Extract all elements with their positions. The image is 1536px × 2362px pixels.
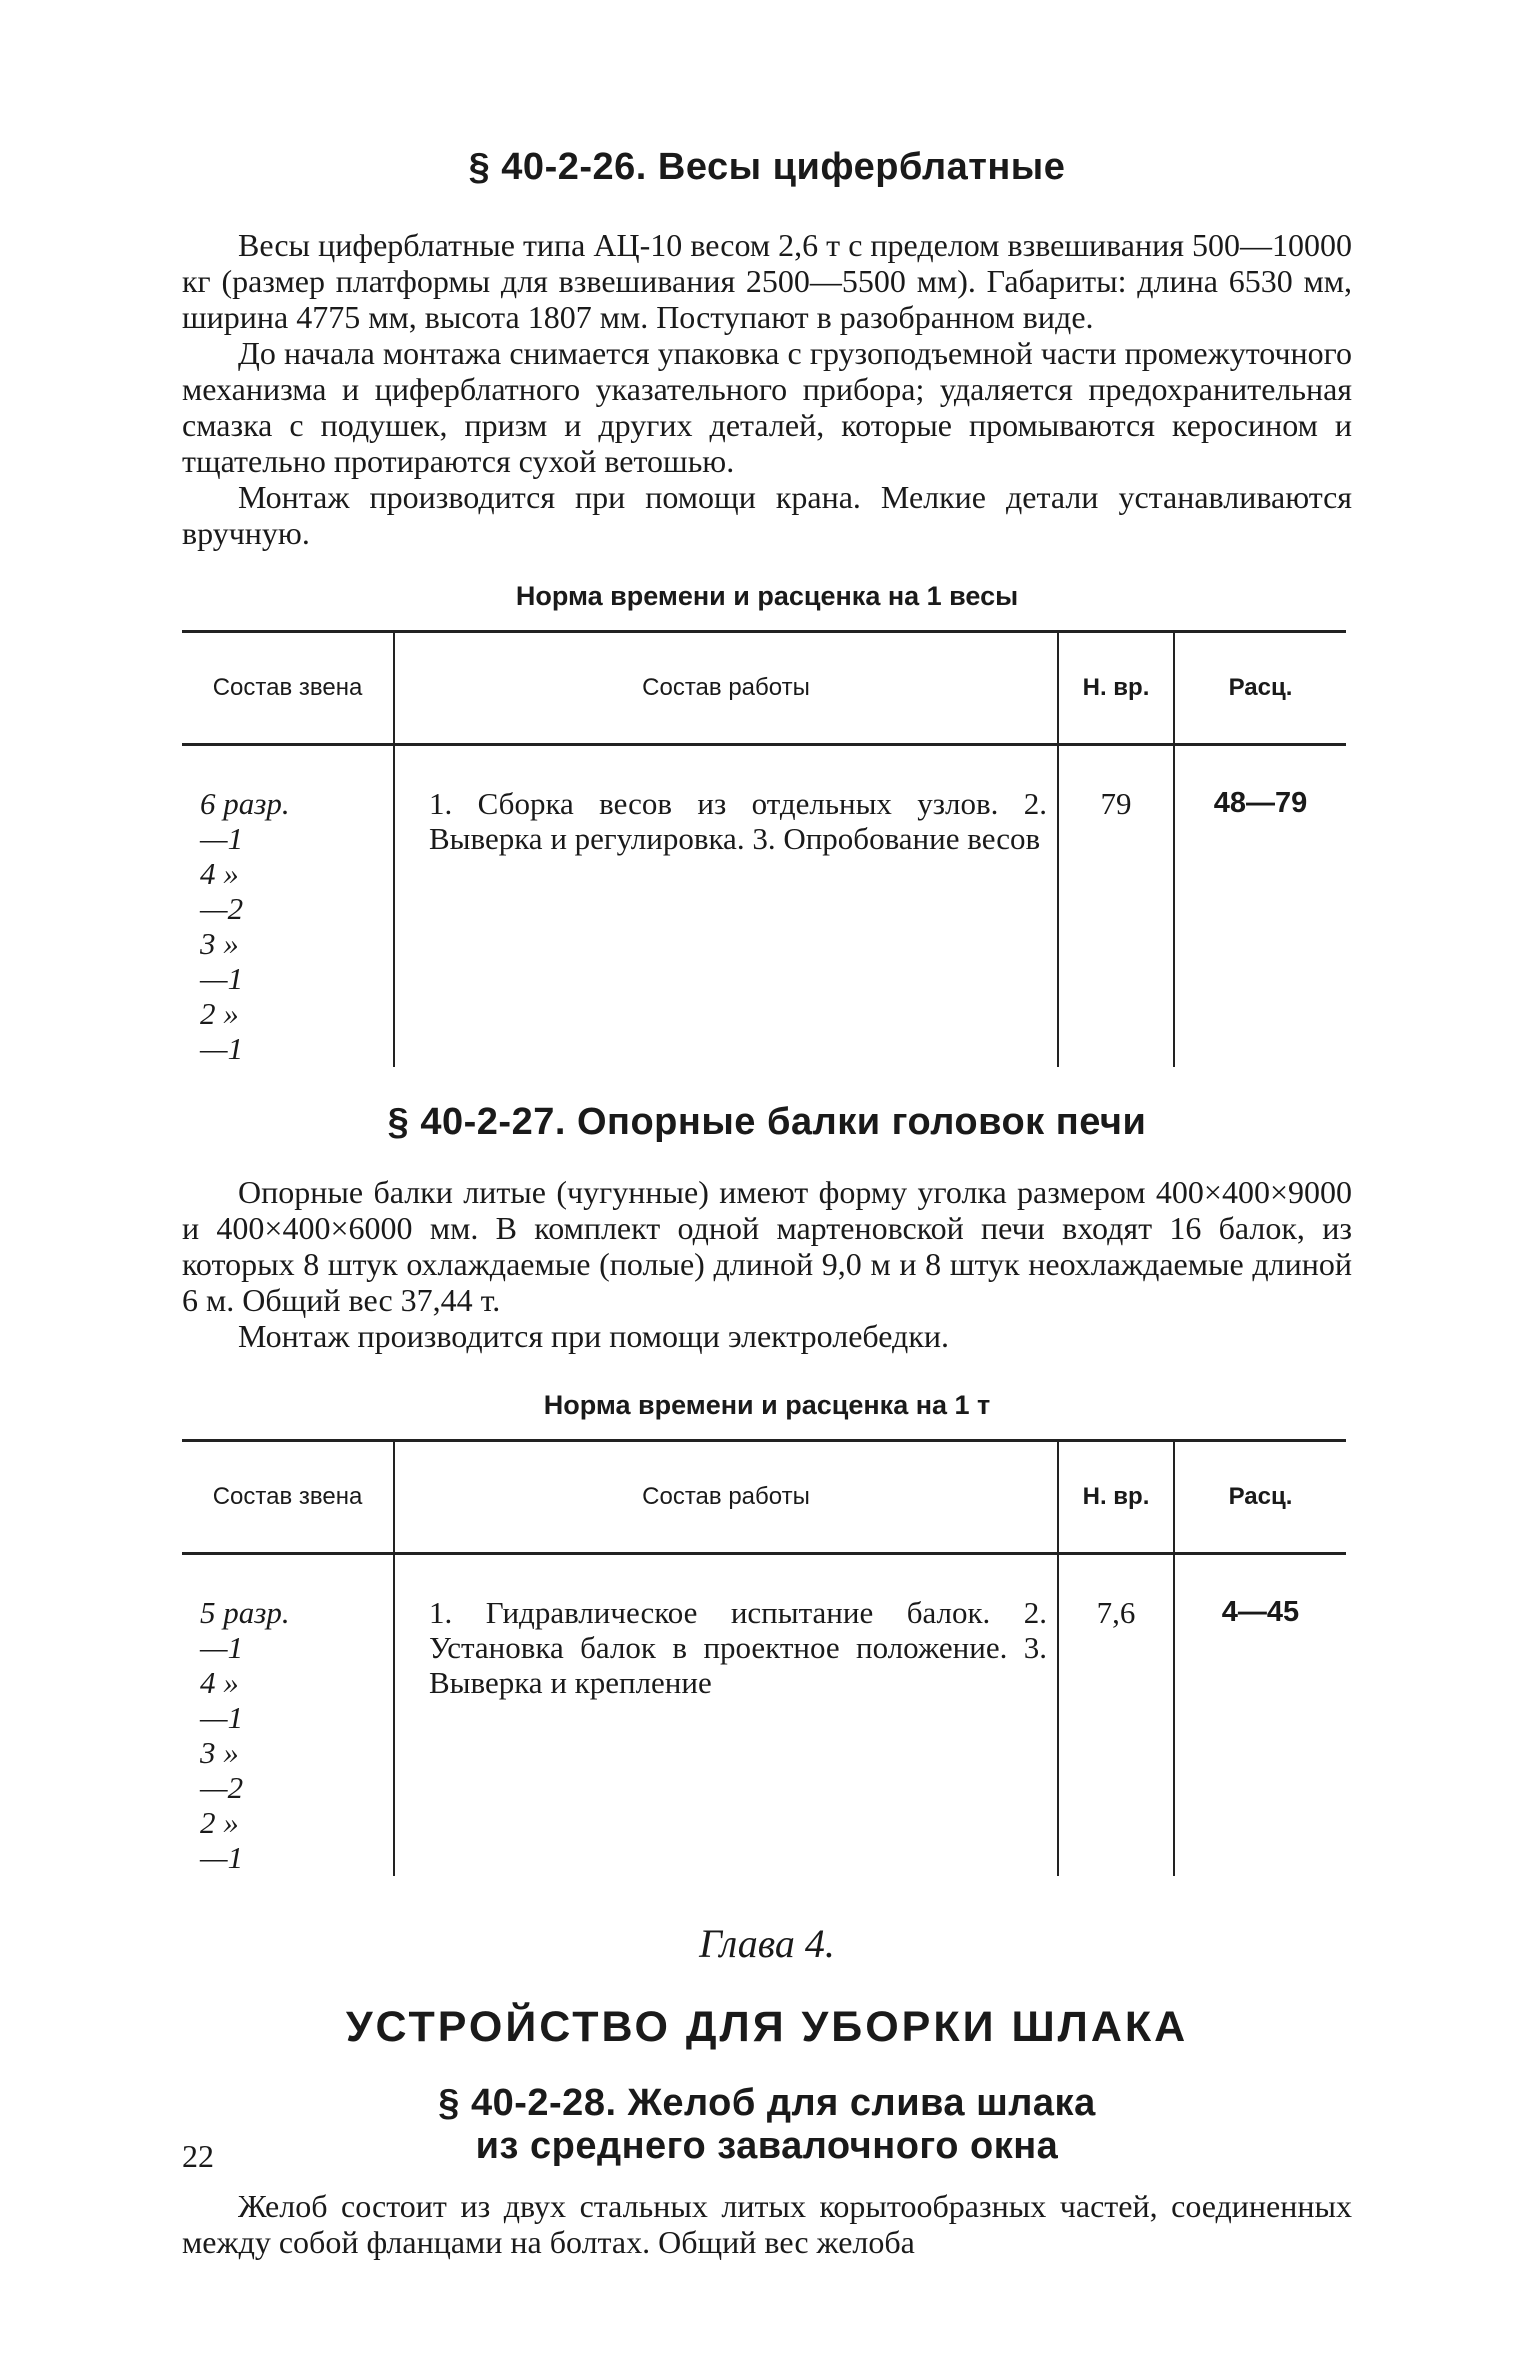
crew-row: 4 »—1 (200, 1665, 244, 1735)
time-norm-value: 79 (1058, 745, 1174, 1068)
header-rate: Расц. (1174, 632, 1346, 745)
time-norm-value: 7,6 (1058, 1554, 1174, 1877)
paragraph: Монтаж производится при помощи крана. Мелкие детали устанавливаются вручную. (182, 479, 1352, 551)
crew-row: 5 разр.—1 (200, 1595, 290, 1665)
chapter-title: УСТРОЙСТВО ДЛЯ УБОРКИ ШЛАКА (345, 2003, 1189, 2051)
section-title-line2: из среднего завалочного окна (475, 2125, 1059, 2167)
work-description: 1. Гидравлическое испытание балок. 2. Установка балок в проектное положение. 3. Выверка и крепление (394, 1554, 1058, 1877)
section-title: § 40-2-27. Опорные балки головок печи (387, 1101, 1147, 1143)
document-page (182, 0, 1352, 2260)
rate-value: 48—79 (1174, 745, 1346, 1068)
header-rate: Расц. (1174, 1441, 1346, 1554)
paragraph: Опорные балки литые (чугунные) имеют форму уголка размером 400×400×9000 и 400×400×6000 мм. В комплект одной мартеновской печи входят 16 балок, из которых 8 штук охлаждаемые (полые) длиной 9,0 м и 8 штук неохлаждаемые длиной 6 м. Общий вес 37,44 т. (182, 1174, 1352, 1318)
crew-row: 6 разр.—1 (200, 786, 290, 856)
header-crew: Состав звена (182, 1441, 394, 1554)
crew-row: 3 »—2 (200, 1735, 244, 1805)
norm-table (182, 1439, 1346, 1876)
chapter-label: Глава 4. (699, 1921, 835, 1966)
page-number: 22 (182, 2138, 214, 2174)
crew-row: 4 »—2 (200, 856, 244, 926)
paragraph: Желоб состоит из двух стальных литых корытообразных частей, соединенных между собой фланцами на болтах. Общий вес желоба (182, 2188, 1352, 2260)
crew-row: 2 »—1 (200, 996, 244, 1066)
crew-row: 3 »—1 (200, 926, 244, 996)
header-time-norm: Н. вр. (1058, 632, 1174, 745)
header-work: Состав работы (394, 1441, 1058, 1554)
header-time-norm: Н. вр. (1058, 1441, 1174, 1554)
section-title-line1: § 40-2-28. Желоб для слива шлака (438, 2082, 1096, 2124)
crew-row: 2 »—1 (200, 1805, 244, 1875)
header-work: Состав работы (394, 632, 1058, 745)
paragraph: Монтаж производится при помощи электролебедки. (238, 1318, 949, 1354)
paragraph: Весы циферблатные типа АЦ-10 весом 2,6 т с пределом взвешивания 500—10000 кг (размер платформы для взвешивания 2500—5500 мм). Габариты: длина 6530 мм, ширина 4775 мм, высота 1807 мм. Поступают в разобранном виде. (182, 227, 1352, 335)
paragraph: До начала монтажа снимается упаковка с грузоподъемной части промежуточного механизма и циферблатного указательного прибора; удаляется предохранительная смазка с подушек, призм и других деталей, которые промываются керосином и тщательно протираются сухой ветошью. (182, 335, 1352, 479)
rate-value: 4—45 (1174, 1554, 1346, 1877)
norm-table (182, 630, 1346, 1067)
work-description: 1. Сборка весов из отдельных узлов. 2. Выверка и регулировка. 3. Опробование весов (394, 745, 1058, 1068)
table-caption: Норма времени и расценка на 1 весы (515, 581, 1019, 611)
section-title: § 40-2-26. Весы циферблатные (468, 146, 1066, 188)
header-crew: Состав звена (182, 632, 394, 745)
crew-cell (182, 745, 394, 1068)
crew-cell (182, 1554, 394, 1877)
table-caption: Норма времени и расценка на 1 т (543, 1390, 991, 1420)
